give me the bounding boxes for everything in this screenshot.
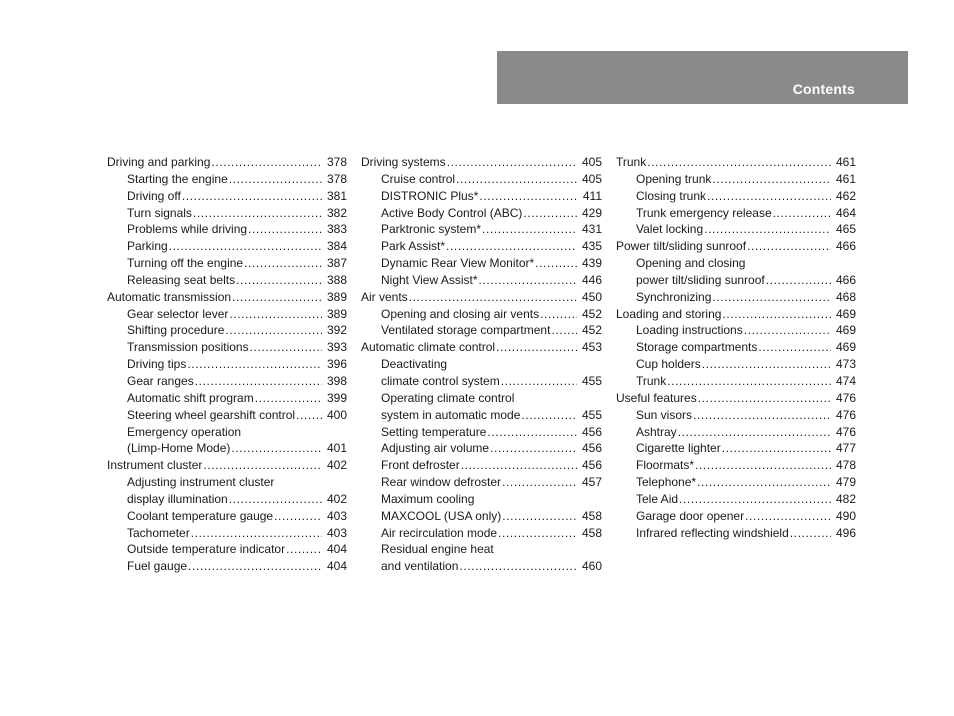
toc-page-number[interactable]: 382: [326, 205, 347, 220]
toc-page-number[interactable]: 474: [835, 373, 856, 388]
toc-entry-label: Maximum cooling: [381, 491, 475, 506]
toc-entry-label: Loading instructions: [636, 323, 743, 338]
toc-subentry[interactable]: [107, 373, 347, 390]
toc-entry[interactable]: [616, 306, 856, 323]
toc-page-number[interactable]: 478: [835, 458, 856, 473]
toc-entry-label: Outside temperature indicator: [127, 542, 286, 557]
toc-subentry[interactable]: [107, 339, 347, 356]
toc-entry-label: and ventilation: [381, 559, 459, 574]
toc-subentry[interactable]: [616, 289, 856, 306]
toc-page-number[interactable]: 462: [835, 188, 856, 203]
toc-entry-label: Opening trunk: [636, 171, 712, 186]
dot-leader: [496, 339, 577, 356]
toc-subentry[interactable]: [361, 322, 602, 339]
toc-page-number[interactable]: 464: [835, 205, 856, 220]
toc-page-number[interactable]: 389: [326, 306, 347, 321]
toc-entry-label: Garage door opener: [636, 508, 745, 523]
toc-page-number[interactable]: 381: [326, 188, 347, 203]
dot-leader: [229, 491, 322, 508]
toc-subentry[interactable]: [361, 205, 602, 222]
toc-page-number[interactable]: 431: [581, 222, 602, 237]
toc-entry-label: system in automatic mode: [381, 407, 521, 422]
toc-subentry[interactable]: [361, 356, 602, 373]
dot-leader: [211, 154, 322, 171]
toc-page-number[interactable]: 469: [835, 306, 856, 321]
toc-entry-label: Trunk: [636, 373, 667, 388]
toc-entry[interactable]: [107, 289, 347, 306]
toc-subentry[interactable]: [107, 440, 347, 457]
dot-leader: [447, 154, 577, 171]
toc-page-number[interactable]: 457: [581, 475, 602, 490]
toc-entry-label: Emergency operation: [127, 424, 242, 439]
dot-leader: [456, 171, 577, 188]
dot-leader: [790, 525, 831, 542]
dot-leader: [758, 339, 831, 356]
toc-entry-label: DISTRONIC Plus*: [381, 188, 479, 203]
toc-subentry[interactable]: [361, 525, 602, 542]
dot-leader: [744, 322, 831, 339]
toc-page-number[interactable]: 404: [326, 542, 347, 557]
toc-subentry[interactable]: [361, 457, 602, 474]
dot-leader: [286, 541, 322, 558]
toc-subentry[interactable]: [616, 440, 856, 457]
dot-leader: [479, 188, 577, 205]
toc-entry-label: Driving and parking: [107, 155, 211, 169]
toc-page-number[interactable]: 452: [581, 306, 602, 321]
toc-page-number[interactable]: 496: [835, 525, 856, 540]
toc-page-number[interactable]: 402: [326, 458, 347, 473]
dot-leader: [540, 306, 577, 323]
toc-page-number[interactable]: 456: [581, 441, 602, 456]
dot-leader: [490, 440, 577, 457]
toc-entry-label: (Limp-Home Mode): [127, 441, 231, 456]
toc-page-number[interactable]: 396: [326, 357, 347, 372]
dot-leader: [461, 457, 577, 474]
dot-leader: [195, 373, 322, 390]
toc-entry[interactable]: [361, 154, 602, 171]
dot-leader: [502, 474, 577, 491]
toc-entry-label: Adjusting air volume: [381, 441, 490, 456]
page-title: Contents: [792, 81, 855, 97]
toc-column-3: [616, 154, 856, 541]
toc-entry-label: Releasing seat belts: [127, 272, 236, 287]
toc-entry-label: Adjusting instrument cluster: [127, 475, 275, 490]
dot-leader: [707, 188, 831, 205]
toc-entry-label: climate control system: [381, 373, 500, 388]
toc-page-number[interactable]: 453: [581, 340, 602, 355]
toc-page-number[interactable]: 429: [581, 205, 602, 220]
toc-entry-label: Loading and storing: [616, 306, 722, 321]
toc-entry-label: power tilt/sliding sunroof: [636, 272, 765, 287]
toc-entry-label: Problems while driving: [127, 222, 248, 237]
toc-entry-label: Tachometer: [127, 525, 190, 540]
toc-subentry[interactable]: [107, 306, 347, 323]
toc-subentry[interactable]: [361, 558, 602, 575]
toc-page-number[interactable]: 404: [326, 559, 347, 574]
toc-page-number[interactable]: 479: [835, 475, 856, 490]
toc-entry-label: Rear window defroster: [381, 475, 502, 490]
toc-subentry[interactable]: [361, 407, 602, 424]
toc-page-number[interactable]: 389: [326, 289, 347, 304]
dot-leader: [482, 221, 577, 238]
dot-leader: [191, 525, 322, 542]
toc-subentry[interactable]: [107, 205, 347, 222]
dot-leader: [722, 306, 831, 323]
toc-entry-label: Telephone*: [636, 475, 697, 490]
dot-leader: [193, 205, 322, 222]
toc-subentry[interactable]: [361, 541, 602, 558]
toc-page-number[interactable]: 456: [581, 424, 602, 439]
toc-subentry[interactable]: [616, 356, 856, 373]
dot-leader: [745, 508, 831, 525]
toc-subentry[interactable]: [107, 558, 347, 575]
toc-subentry[interactable]: [616, 171, 856, 188]
toc-entry-label: Automatic transmission: [107, 289, 232, 304]
toc-page-number[interactable]: 468: [835, 289, 856, 304]
toc-page-number[interactable]: 383: [326, 222, 347, 237]
toc-entry[interactable]: [107, 457, 347, 474]
dot-leader: [225, 322, 322, 339]
toc-subentry[interactable]: [361, 390, 602, 407]
toc-page-number[interactable]: 456: [581, 458, 602, 473]
toc-subentry[interactable]: [107, 474, 347, 491]
toc-subentry[interactable]: [361, 306, 602, 323]
toc-page-number[interactable]: 466: [835, 239, 856, 254]
toc-subentry[interactable]: [107, 238, 347, 255]
dot-leader: [693, 407, 831, 424]
dot-leader: [647, 154, 831, 171]
dot-leader: [250, 339, 322, 356]
toc-entry-label: Air recirculation mode: [381, 525, 498, 540]
toc-entry-label: Operating climate control: [381, 390, 515, 405]
dot-leader: [296, 407, 322, 424]
toc-entry-label: Closing trunk: [636, 188, 707, 203]
dot-leader: [722, 440, 831, 457]
toc-subentry[interactable]: [361, 188, 602, 205]
toc-subentry[interactable]: [107, 221, 347, 238]
dot-leader: [679, 491, 831, 508]
toc-page-number[interactable]: 400: [326, 407, 347, 422]
toc-entry-label: Parking: [127, 239, 168, 254]
toc-page-number[interactable]: 401: [326, 441, 347, 456]
toc-page-number[interactable]: 465: [835, 222, 856, 237]
toc-subentry[interactable]: [616, 525, 856, 542]
dot-leader: [244, 255, 322, 272]
dot-leader: [712, 171, 831, 188]
toc-entry-label: Parktronic system*: [381, 222, 482, 237]
toc-page-number[interactable]: 399: [326, 390, 347, 405]
toc-page-number[interactable]: 455: [581, 407, 602, 422]
toc-subentry[interactable]: [616, 508, 856, 525]
toc-entry-label: Trunk emergency release: [636, 205, 772, 220]
dot-leader: [446, 238, 577, 255]
toc-subentry[interactable]: [616, 491, 856, 508]
toc-page-number[interactable]: 458: [581, 508, 602, 523]
toc-subentry[interactable]: [361, 440, 602, 457]
dot-leader: [678, 424, 831, 441]
toc-page-number[interactable]: 469: [835, 340, 856, 355]
toc-entry-label: Opening and closing air vents: [381, 306, 540, 321]
toc-column-2: [361, 154, 602, 575]
toc-subentry[interactable]: [107, 424, 347, 441]
toc-entry-label: Tele Aid: [636, 491, 679, 506]
toc-subentry[interactable]: [616, 272, 856, 289]
toc-subentry[interactable]: [616, 221, 856, 238]
toc-page-number[interactable]: 460: [581, 559, 602, 574]
toc-page-number[interactable]: 435: [581, 239, 602, 254]
toc-entry-label: Storage compartments: [636, 340, 758, 355]
toc-page-number[interactable]: 482: [835, 491, 856, 506]
toc-subentry[interactable]: [107, 272, 347, 289]
toc-subentry[interactable]: [616, 407, 856, 424]
toc-entry-label: Cruise control: [381, 171, 456, 186]
toc-entry-label: Automatic shift program: [127, 390, 254, 405]
toc-entry-label: Infrared reflecting windshield: [636, 525, 789, 540]
toc-subentry[interactable]: [361, 474, 602, 491]
toc-entry-label: Park Assist*: [381, 239, 446, 254]
toc-page-number[interactable]: 477: [835, 441, 856, 456]
toc-subentry[interactable]: [107, 390, 347, 407]
toc-subentry[interactable]: [616, 188, 856, 205]
toc-entry-label: Driving tips: [127, 357, 187, 372]
toc-entry-label: Setting temperature: [381, 424, 487, 439]
toc-subentry[interactable]: [616, 373, 856, 390]
toc-entry[interactable]: [616, 390, 856, 407]
dot-leader: [248, 221, 322, 238]
dot-leader: [255, 390, 322, 407]
toc-entry-label: Transmission positions: [127, 340, 249, 355]
toc-subentry[interactable]: [107, 356, 347, 373]
toc-subentry[interactable]: [361, 424, 602, 441]
toc-entry-label: Front defroster: [381, 458, 460, 473]
toc-subentry[interactable]: [107, 407, 347, 424]
toc-page-number[interactable]: 387: [326, 256, 347, 271]
toc-subentry[interactable]: [616, 457, 856, 474]
toc-subentry[interactable]: [107, 322, 347, 339]
toc-entry-label: Floormats*: [636, 458, 695, 473]
toc-subentry[interactable]: [361, 221, 602, 238]
toc-entry-label: Active Body Control (ABC): [381, 205, 523, 220]
toc-entry[interactable]: [616, 154, 856, 171]
toc-entry-label: Steering wheel gearshift control: [127, 407, 296, 422]
toc-page-number[interactable]: 393: [326, 340, 347, 355]
toc-entry[interactable]: [616, 238, 856, 255]
toc-page-number[interactable]: 411: [582, 188, 602, 203]
dot-leader: [187, 356, 322, 373]
dot-leader: [229, 306, 322, 323]
toc-page-number[interactable]: 446: [581, 272, 602, 287]
toc-entry-label: Automatic climate control: [361, 340, 496, 355]
toc-entry-label: Useful features: [616, 390, 697, 405]
toc-subentry[interactable]: [361, 171, 602, 188]
toc-page-number[interactable]: 455: [581, 373, 602, 388]
toc-page-number[interactable]: 461: [835, 155, 856, 169]
dot-leader: [231, 440, 322, 457]
dot-leader: [702, 356, 831, 373]
toc-entry-label: Power tilt/sliding sunroof: [616, 239, 747, 254]
toc-page-number[interactable]: 476: [835, 390, 856, 405]
toc-entry-label: Coolant temperature gauge: [127, 508, 274, 523]
toc-page-number[interactable]: 466: [835, 272, 856, 287]
toc-page-number[interactable]: 403: [326, 508, 347, 523]
toc-subentry[interactable]: [616, 474, 856, 491]
dot-leader: [523, 205, 577, 222]
toc-page-number[interactable]: 469: [835, 323, 856, 338]
toc-entry[interactable]: [107, 154, 347, 171]
dot-leader: [551, 322, 577, 339]
dot-leader: [236, 272, 322, 289]
dot-leader: [487, 424, 577, 441]
toc-subentry[interactable]: [361, 373, 602, 390]
toc-subentry[interactable]: [616, 339, 856, 356]
toc-entry-label: Fuel gauge: [127, 559, 188, 574]
toc-entry-label: Turning off the engine: [127, 256, 244, 271]
toc-subentry[interactable]: [616, 322, 856, 339]
toc-page-number[interactable]: 378: [326, 171, 347, 186]
dot-leader: [535, 255, 577, 272]
toc-subentry[interactable]: [107, 508, 347, 525]
toc-entry-label: Residual engine heat: [381, 542, 494, 557]
toc-page-number[interactable]: 402: [326, 491, 347, 506]
toc-page-number[interactable]: 473: [835, 357, 856, 372]
dot-leader: [274, 508, 322, 525]
toc-page-number[interactable]: 405: [581, 155, 602, 169]
toc-page-number[interactable]: 452: [581, 323, 602, 338]
dot-leader: [502, 508, 577, 525]
toc-subentry[interactable]: [616, 205, 856, 222]
dot-leader: [773, 205, 831, 222]
toc-page-number[interactable]: 476: [835, 407, 856, 422]
toc-page-number[interactable]: 405: [581, 171, 602, 186]
toc-page-number[interactable]: 384: [326, 239, 347, 254]
toc-entry-label: Instrument cluster: [107, 458, 203, 473]
toc-page-number[interactable]: 378: [326, 155, 347, 169]
toc-entry-label: Ventilated storage compartment: [381, 323, 551, 338]
toc-page-number[interactable]: 439: [581, 256, 602, 271]
toc-entry-label: Starting the engine: [127, 171, 228, 186]
dot-leader: [409, 289, 577, 306]
toc-subentry[interactable]: [107, 188, 347, 205]
toc-page-number[interactable]: 388: [326, 272, 347, 287]
toc-page-number[interactable]: 450: [581, 289, 602, 304]
dot-leader: [188, 558, 322, 575]
dot-leader: [459, 558, 577, 575]
toc-subentry[interactable]: [107, 255, 347, 272]
toc-subentry[interactable]: [361, 255, 602, 272]
toc-subentry[interactable]: [361, 508, 602, 525]
dot-leader: [766, 272, 831, 289]
toc-entry-label: display illumination: [127, 491, 228, 506]
toc-entry-label: Driving off: [127, 188, 181, 203]
toc-entry-label: Valet locking: [636, 222, 704, 237]
toc-subentry[interactable]: [107, 491, 347, 508]
toc-subentry[interactable]: [361, 272, 602, 289]
header-bar: [497, 51, 908, 104]
toc-entry-label: Opening and closing: [636, 256, 746, 271]
dot-leader: [704, 221, 831, 238]
toc-entry-label: Turn signals: [127, 205, 192, 220]
toc-entry[interactable]: [361, 339, 602, 356]
toc-entry[interactable]: [361, 289, 602, 306]
toc-entry-label: Sun visors: [636, 407, 693, 422]
toc-entry-label: Cup holders: [636, 357, 701, 372]
toc-subentry[interactable]: [107, 171, 347, 188]
dot-leader: [498, 525, 577, 542]
dot-leader: [229, 171, 322, 188]
dot-leader: [169, 238, 322, 255]
toc-entry-label: Driving systems: [361, 155, 446, 169]
toc-entry-label: Gear ranges: [127, 373, 194, 388]
dot-leader: [479, 272, 578, 289]
toc-entry-label: Air vents: [361, 289, 408, 304]
toc-subentry[interactable]: [361, 238, 602, 255]
toc-entry-label: Gear selector lever: [127, 306, 229, 321]
toc-entry-label: Shifting procedure: [127, 323, 225, 338]
toc-page-number[interactable]: 403: [326, 525, 347, 540]
dot-leader: [747, 238, 831, 255]
dot-leader: [695, 457, 831, 474]
dot-leader: [712, 289, 831, 306]
toc-entry-label: Dynamic Rear View Monitor*: [381, 256, 535, 271]
dot-leader: [697, 474, 831, 491]
dot-leader: [501, 373, 577, 390]
toc-page-number[interactable]: 458: [581, 525, 602, 540]
toc-column-1: [107, 154, 347, 575]
toc-page-number[interactable]: 476: [835, 424, 856, 439]
toc-page-number[interactable]: 392: [326, 323, 347, 338]
toc-entry-label: Synchronizing: [636, 289, 712, 304]
dot-leader: [182, 188, 322, 205]
dot-leader: [521, 407, 577, 424]
toc-entry-label: Ashtray: [636, 424, 677, 439]
toc-subentry[interactable]: [107, 525, 347, 542]
toc-entry-label: Cigarette lighter: [636, 441, 721, 456]
dot-leader: [232, 289, 322, 306]
toc-subentry[interactable]: [616, 424, 856, 441]
toc-subentry[interactable]: [107, 541, 347, 558]
toc-entry-label: MAXCOOL (USA only): [381, 508, 502, 523]
toc-page-number[interactable]: 461: [835, 171, 856, 186]
toc-page-number[interactable]: 490: [835, 508, 856, 523]
dot-leader: [698, 390, 831, 407]
toc-subentry[interactable]: [361, 491, 602, 508]
toc-subentry[interactable]: [616, 255, 856, 272]
toc-entry-label: Night View Assist*: [381, 272, 478, 287]
toc-entry-label: Trunk: [616, 155, 647, 169]
toc-page-number[interactable]: 398: [326, 373, 347, 388]
dot-leader: [203, 457, 322, 474]
dot-leader: [667, 373, 831, 390]
toc-entry-label: Deactivating: [381, 357, 448, 372]
